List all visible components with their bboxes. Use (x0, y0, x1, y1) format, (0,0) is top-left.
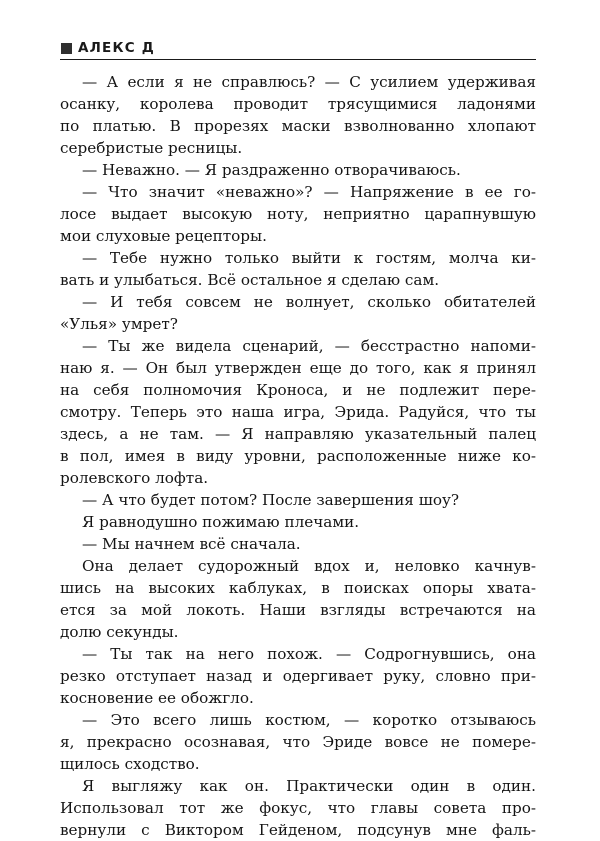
text-line: ролевского лофта. (60, 469, 209, 487)
paragraph (60, 775, 536, 841)
text-line: Я равнодушно пожимаю плечами. (82, 513, 360, 531)
running-header (60, 37, 536, 59)
text-line: — А что будет потом? После завершения шоу? (82, 491, 460, 509)
text-line: в пол, имея в виду уровни, расположенные ниже ко- (60, 447, 536, 465)
text-line: лосе выдает высокую ноту, неприятно царапнувшую (60, 205, 536, 223)
paragraph (60, 709, 536, 775)
paragraph (60, 291, 536, 335)
text-line: Использовал тот же фокус, что главы совета про- (60, 799, 536, 817)
text-line: щилось сходство. (60, 755, 200, 773)
paragraph (60, 71, 536, 159)
text-line: — Ты же видела сценарий, — бесстрастно напоми- (82, 337, 536, 355)
text-line: — Мы начнем всё сначала. (82, 535, 301, 553)
text-line: мои слуховые рецепторы. (60, 227, 267, 245)
paragraph (60, 181, 536, 247)
text-line: здесь, а не там. — Я направляю указательный палец (60, 425, 536, 443)
text-line: я, прекрасно осознавая, что Эриде вовсе не померe- (60, 733, 536, 751)
text-line: смотру. Теперь это наша игра, Эрида. Радуйся, что ты (60, 403, 536, 421)
header-rule (60, 59, 536, 60)
text-line: на себя полномочия Кроноса, и не подлежит пере- (60, 381, 536, 399)
paragraph (60, 643, 536, 709)
body-text (60, 71, 536, 841)
text-line: Я выгляжу как он. Практически один в один. (82, 777, 536, 795)
text-line: серебристые ресницы. (60, 139, 243, 157)
text-line: — И тебя совсем не волнует, сколько обитателей (82, 293, 536, 311)
paragraph (60, 533, 536, 555)
text-line: шись на высоких каблуках, в поисках опоры хвата- (60, 579, 536, 597)
text-line: «Улья» умрет? (60, 315, 178, 333)
text-line: — Это всего лишь костюм, — коротко отзываюсь (82, 711, 536, 729)
paragraph (60, 511, 536, 533)
text-line: осанку, королева проводит трясущимися ладонями (60, 95, 536, 113)
text-line: — Тебе нужно только выйти к гостям, молча ки- (82, 249, 536, 267)
paragraph (60, 489, 536, 511)
text-line: — Неважно. — Я раздраженно отворачиваюсь. (82, 161, 461, 179)
paragraph (60, 247, 536, 291)
text-line: вернули с Виктором Гейденом, подсунув мне фаль- (60, 821, 536, 839)
text-line: косновение ее обожгло. (60, 689, 254, 707)
text-line: вать и улыбаться. Всё остальное я сделаю сам. (60, 271, 440, 289)
header-square-icon (61, 43, 72, 54)
text-line: — А если я не справлюсь? — С усилием удерживая (82, 73, 536, 91)
paragraph (60, 555, 536, 643)
header-title: АЛЕКС Д (78, 40, 155, 56)
paragraph (60, 159, 536, 181)
text-line: Она делает судорожный вдох и, неловко качнув- (82, 557, 536, 575)
text-line: долю секунды. (60, 623, 179, 641)
paragraph (60, 335, 536, 489)
text-line: резко отступает назад и одергивает руку, словно при- (60, 667, 536, 685)
text-line: ется за мой локоть. Наши взгляды встречаются на (60, 601, 536, 619)
text-line: — Что значит «неважно»? — Напряжение в ее го- (82, 183, 536, 201)
text-line: — Ты так на него похож. — Содрогнувшись, она (82, 645, 536, 663)
text-line: по платью. В прорезях маски взволнованно хлопают (60, 117, 536, 135)
text-line: наю я. — Он был утвержден еще до того, как я принял (60, 359, 536, 377)
